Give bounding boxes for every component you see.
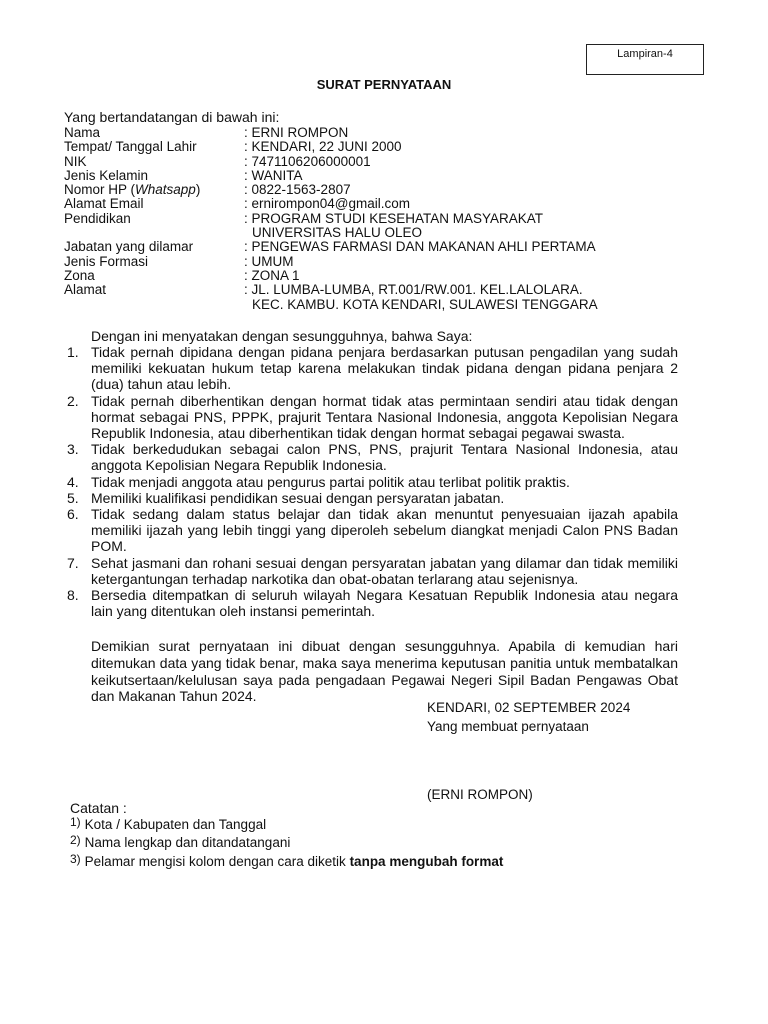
field-label: Alamat bbox=[64, 282, 107, 298]
field-value: : ERNI ROMPON bbox=[244, 125, 349, 140]
field-label: Jenis Formasi bbox=[64, 253, 149, 269]
list-item: 4. Tidak menjadi anggota atau pengurus partai politik atau terlibat politik praktis. bbox=[67, 473, 570, 490]
field-label: Pendidikan bbox=[64, 210, 131, 226]
field-value: : UMUM bbox=[244, 253, 294, 269]
declaration-list bbox=[64, 344, 678, 619]
emphasis-text: tanpa mengubah format bbox=[349, 854, 504, 869]
field-value: : ZONA 1 bbox=[244, 267, 300, 283]
field-label: Nama bbox=[64, 125, 101, 140]
signature-role: Yang membuat pernyataan bbox=[427, 719, 589, 734]
list-item: 3. Tidak berkedudukan sebagai calon PNS, PNS, prajurit Tentara Nasional Indonesia, atau anggota Kepolisian Negara Republik Indonesia. bbox=[67, 441, 678, 474]
field-value: : KENDARI, 22 JUNI 2000 bbox=[244, 139, 402, 155]
field-value: : PROGRAM STUDI KESEHATAN MASYARAKAT UNIVERSITAS HALU OLEO bbox=[244, 210, 544, 241]
field-label: Tempat/ Tanggal Lahir bbox=[64, 139, 197, 155]
field-value: : JL. LUMBA-LUMBA, RT.001/RW.001. KEL.LALOLARA. KEC. KAMBU. KOTA KENDARI, SULAWESI TENGGARA bbox=[244, 282, 598, 312]
field-label: NIK bbox=[64, 153, 87, 169]
note-item: $^{2)}$ Nama lengkap dan ditandatangani bbox=[70, 833, 291, 850]
field-value: : 0822-1563-2807 bbox=[244, 182, 351, 198]
field-value: : PENGEWAS FARMASI DAN MAKANAN AHLI PERTAMA bbox=[244, 239, 596, 255]
declaration-lead: Dengan ini menyatakan dengan sesungguhnya, bahwa Saya: bbox=[91, 328, 473, 344]
note-item: $^{1)}$ Kota / Kabupaten dan Tanggal bbox=[70, 815, 267, 832]
list-item: 8. Bersedia ditempatkan di seluruh wilayah Negara Kesatuan Republik Indonesia atau negara lain yang ditentukan oleh instansi pemerintah. bbox=[67, 587, 678, 620]
field-value: : WANITA bbox=[244, 167, 303, 183]
field-label: Nomor HP (Whatsapp) bbox=[64, 182, 201, 198]
signature-place-date: KENDARI, 02 SEPTEMBER 2024 bbox=[427, 700, 631, 715]
list-item: 6. Tidak sedang dalam status belajar dan tidak akan menuntut penyesuaian ijazah apabila memiliki ijazah yang lebih tinggi yang diperoleh sebelum diangkat menjadi Calon PNS Badan POM. bbox=[67, 506, 678, 555]
list-item: 7. Sehat jasmani dan rohani sesuai dengan persyaratan jabatan yang dilamar dan tidak memiliki ketergantungan terhadap narkotika dan obat-obatan terlarang atau sejenisnya. bbox=[67, 554, 678, 587]
attachment-label: Lampiran-4 bbox=[617, 48, 673, 60]
closing-paragraph: Demikian surat pernyataan ini dibuat dengan sesungguhnya. Apabila di kemudian hari ditemukan data yang tidak benar, maka saya menerima keputusan panitia untuk membatalkan keikutsertaan/kelulusan saya pada pengadaan Pegawai Negeri Sipil Badan Pengawas Obat dan Makanan Tahun 2024. bbox=[91, 638, 678, 705]
field-label: Alamat Email bbox=[64, 196, 144, 212]
notes-title: Catatan : bbox=[70, 800, 127, 816]
note-item: $^{3)}$ Pelamar mengisi kolom dengan cara diketik tanpa mengubah format bbox=[70, 852, 504, 869]
signature-name: (ERNI ROMPON) bbox=[427, 787, 533, 802]
list-item: 5. Memiliki kualifikasi pendidikan sesuai dengan persyaratan jabatan. bbox=[67, 489, 505, 506]
list-item: 2. Tidak pernah diberhentikan dengan hormat tidak atas permintaan sendiri atau tidak dengan hormat sebagai PNS, PPPK, prajurit Tentara Nasional Indonesia, anggota Kepolisian Negara Republik Indonesia, atau diberhentikan tidak dengan hormat sebagai pegawai swasta. bbox=[67, 392, 678, 442]
field-value: : 7471106206000001 bbox=[244, 153, 371, 169]
field-label: Jenis Kelamin bbox=[64, 167, 149, 183]
whatsapp-label: Whatsapp bbox=[135, 182, 196, 198]
attachment-box bbox=[586, 44, 704, 75]
intro-text: Yang bertandatangan di bawah ini: bbox=[64, 109, 280, 125]
field-label: Jabatan yang dilamar bbox=[64, 239, 194, 255]
field-label: Zona bbox=[64, 267, 95, 283]
field-value: : ernirompon04@gmail.com bbox=[244, 196, 411, 212]
document-title: SURAT PERNYATAAN bbox=[316, 77, 452, 92]
list-item: 1. Tidak pernah dipidana dengan pidana penjara berdasarkan putusan pengadilan yang sudah memiliki kekuatan hukum tetap karena melakukan tindak pidana dengan pidana penjara 2 (dua) tahun atau lebih. bbox=[67, 344, 678, 393]
